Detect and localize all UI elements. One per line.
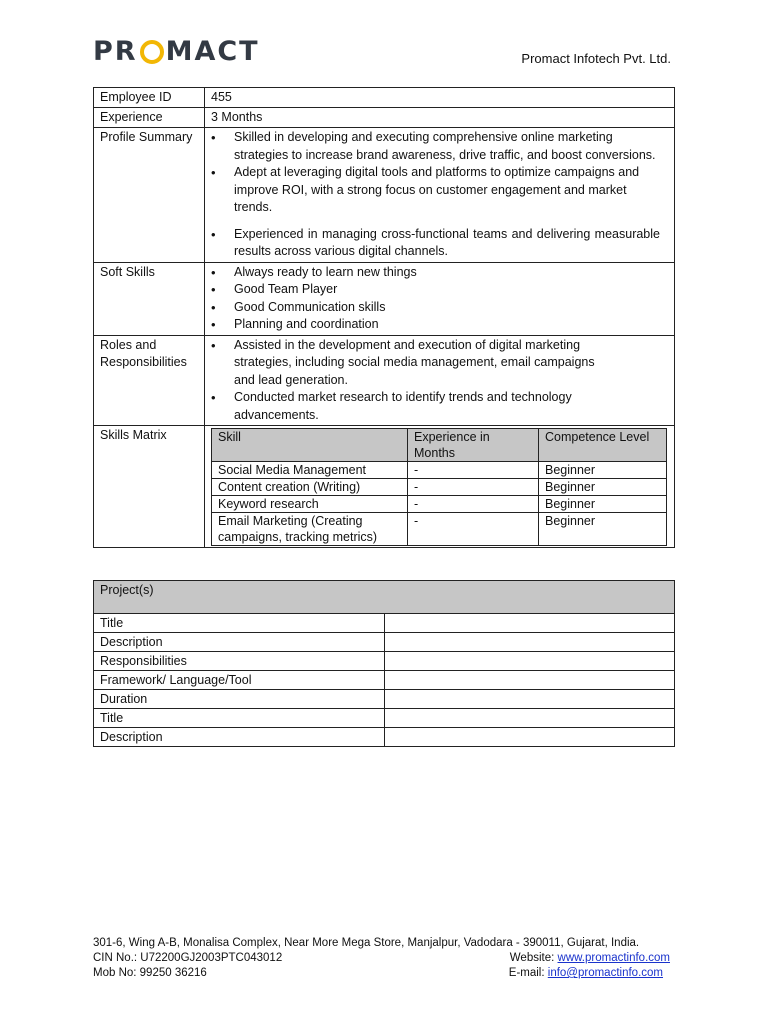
experience-value: 3 Months — [205, 108, 675, 128]
employee-id-label: Employee ID — [94, 88, 205, 108]
profile-summary-list — [211, 129, 668, 261]
logo-text-pr: PR — [93, 36, 138, 67]
skills-matrix-cell — [205, 426, 675, 548]
soft-skills-label: Soft Skills — [94, 262, 205, 335]
project-duration-label: Duration — [94, 690, 385, 709]
competence-cell: Beginner — [539, 462, 667, 479]
list-item: • Always ready to learn new things — [211, 264, 668, 282]
project-title-value — [384, 614, 675, 633]
competence-cell: Beginner — [539, 496, 667, 513]
project-description-label-2: Description — [94, 728, 385, 747]
skills-matrix-table — [211, 428, 667, 546]
project-title-label: Title — [94, 614, 385, 633]
roles-row — [94, 335, 675, 426]
experience-cell: - — [408, 479, 539, 496]
skills-matrix-label: Skills Matrix — [94, 426, 205, 548]
table-row — [212, 513, 667, 546]
company-name: Promact Infotech Pvt. Ltd. — [521, 51, 671, 66]
projects-header-row — [94, 581, 675, 614]
profile-summary-label: Profile Summary — [94, 128, 205, 263]
skill-cell: Social Media Management — [212, 462, 408, 479]
list-item: • Conducted market research to identify trends and technology advancements. — [211, 389, 618, 424]
footer-cin: CIN No.: U72200GJ2003PTC043012 — [93, 952, 283, 964]
logo-text-mact: MACT — [165, 36, 260, 67]
roles-list — [211, 337, 668, 425]
footer-mobile: Mob No: 99250 36216 — [93, 967, 207, 979]
email-label: E-mail: — [508, 967, 548, 979]
profile-summary-row — [94, 128, 675, 263]
project-title-value-2 — [384, 709, 675, 728]
project-description-value-2 — [384, 728, 675, 747]
employee-id-value: 455 — [205, 88, 675, 108]
list-item: • Skilled in developing and executing comprehensive online marketing strategies to increase brand awareness, drive traffic, and boost conversions. — [211, 129, 660, 164]
project-title-label-2: Title — [94, 709, 385, 728]
project-framework-label: Framework/ Language/Tool — [94, 671, 385, 690]
soft-skills-list — [211, 264, 668, 334]
project-description-value — [384, 633, 675, 652]
table-row — [94, 728, 675, 747]
website-link[interactable]: www.promactinfo.com — [557, 952, 670, 964]
profile-summary-value — [205, 128, 675, 263]
table-row — [94, 633, 675, 652]
table-row — [94, 709, 675, 728]
projects-table — [93, 580, 675, 747]
list-item: • Good Communication skills — [211, 299, 668, 317]
list-item: • Adept at leveraging digital tools and platforms to optimize campaigns and improve ROI, with a strong focus on customer engagement and market trends. — [211, 164, 660, 217]
project-responsibilities-value — [384, 652, 675, 671]
footer-row-2 — [93, 966, 675, 981]
list-item: • Good Team Player — [211, 281, 668, 299]
soft-skills-row — [94, 262, 675, 335]
table-row — [212, 496, 667, 513]
website-label: Website: — [509, 952, 558, 964]
table-row — [212, 479, 667, 496]
experience-cell: - — [408, 513, 539, 546]
profile-table — [93, 87, 675, 548]
roles-label: Roles and Responsibilities — [94, 335, 205, 426]
table-row — [94, 690, 675, 709]
skills-matrix-header — [212, 429, 667, 462]
footer-address: 301-6, Wing A-B, Monalisa Complex, Near More Mega Store, Manjalpur, Vadodara - 390011, Gujarat, India. — [93, 937, 640, 949]
table-row — [94, 614, 675, 633]
experience-cell: - — [408, 496, 539, 513]
company-logo — [93, 38, 260, 65]
footer-website — [510, 951, 670, 966]
table-row — [94, 671, 675, 690]
projects-header: Project(s) — [94, 581, 675, 614]
column-header-skill: Skill — [212, 429, 408, 462]
experience-row — [94, 108, 675, 128]
soft-skills-value — [205, 262, 675, 335]
project-framework-value — [384, 671, 675, 690]
logo-o-ring-icon — [140, 40, 164, 64]
skill-cell: Email Marketing (Creating campaigns, tracking metrics) — [212, 513, 408, 546]
column-header-experience: Experience in Months — [408, 429, 539, 462]
page-footer — [93, 936, 675, 981]
footer-row-1 — [93, 951, 675, 966]
skill-cell: Keyword research — [212, 496, 408, 513]
roles-value — [205, 335, 675, 426]
column-header-competence: Competence Level — [539, 429, 667, 462]
employee-id-row — [94, 88, 675, 108]
email-link[interactable]: info@promactinfo.com — [547, 967, 663, 979]
table-row — [94, 652, 675, 671]
skill-cell: Content creation (Writing) — [212, 479, 408, 496]
list-item: • Assisted in the development and execution of digital marketing strategies, including social media management, email campaigns and lead generation. — [211, 337, 618, 390]
experience-label: Experience — [94, 108, 205, 128]
list-item: • Planning and coordination — [211, 316, 668, 334]
project-responsibilities-label: Responsibilities — [94, 652, 385, 671]
skills-matrix-row — [94, 426, 675, 548]
project-description-label: Description — [94, 633, 385, 652]
footer-email — [509, 966, 663, 981]
competence-cell: Beginner — [539, 513, 667, 546]
list-item: • Experienced in managing cross-functional teams and delivering measurable results across various digital channels. — [211, 226, 660, 261]
table-row — [212, 462, 667, 479]
experience-cell: - — [408, 462, 539, 479]
competence-cell: Beginner — [539, 479, 667, 496]
project-duration-value — [384, 690, 675, 709]
